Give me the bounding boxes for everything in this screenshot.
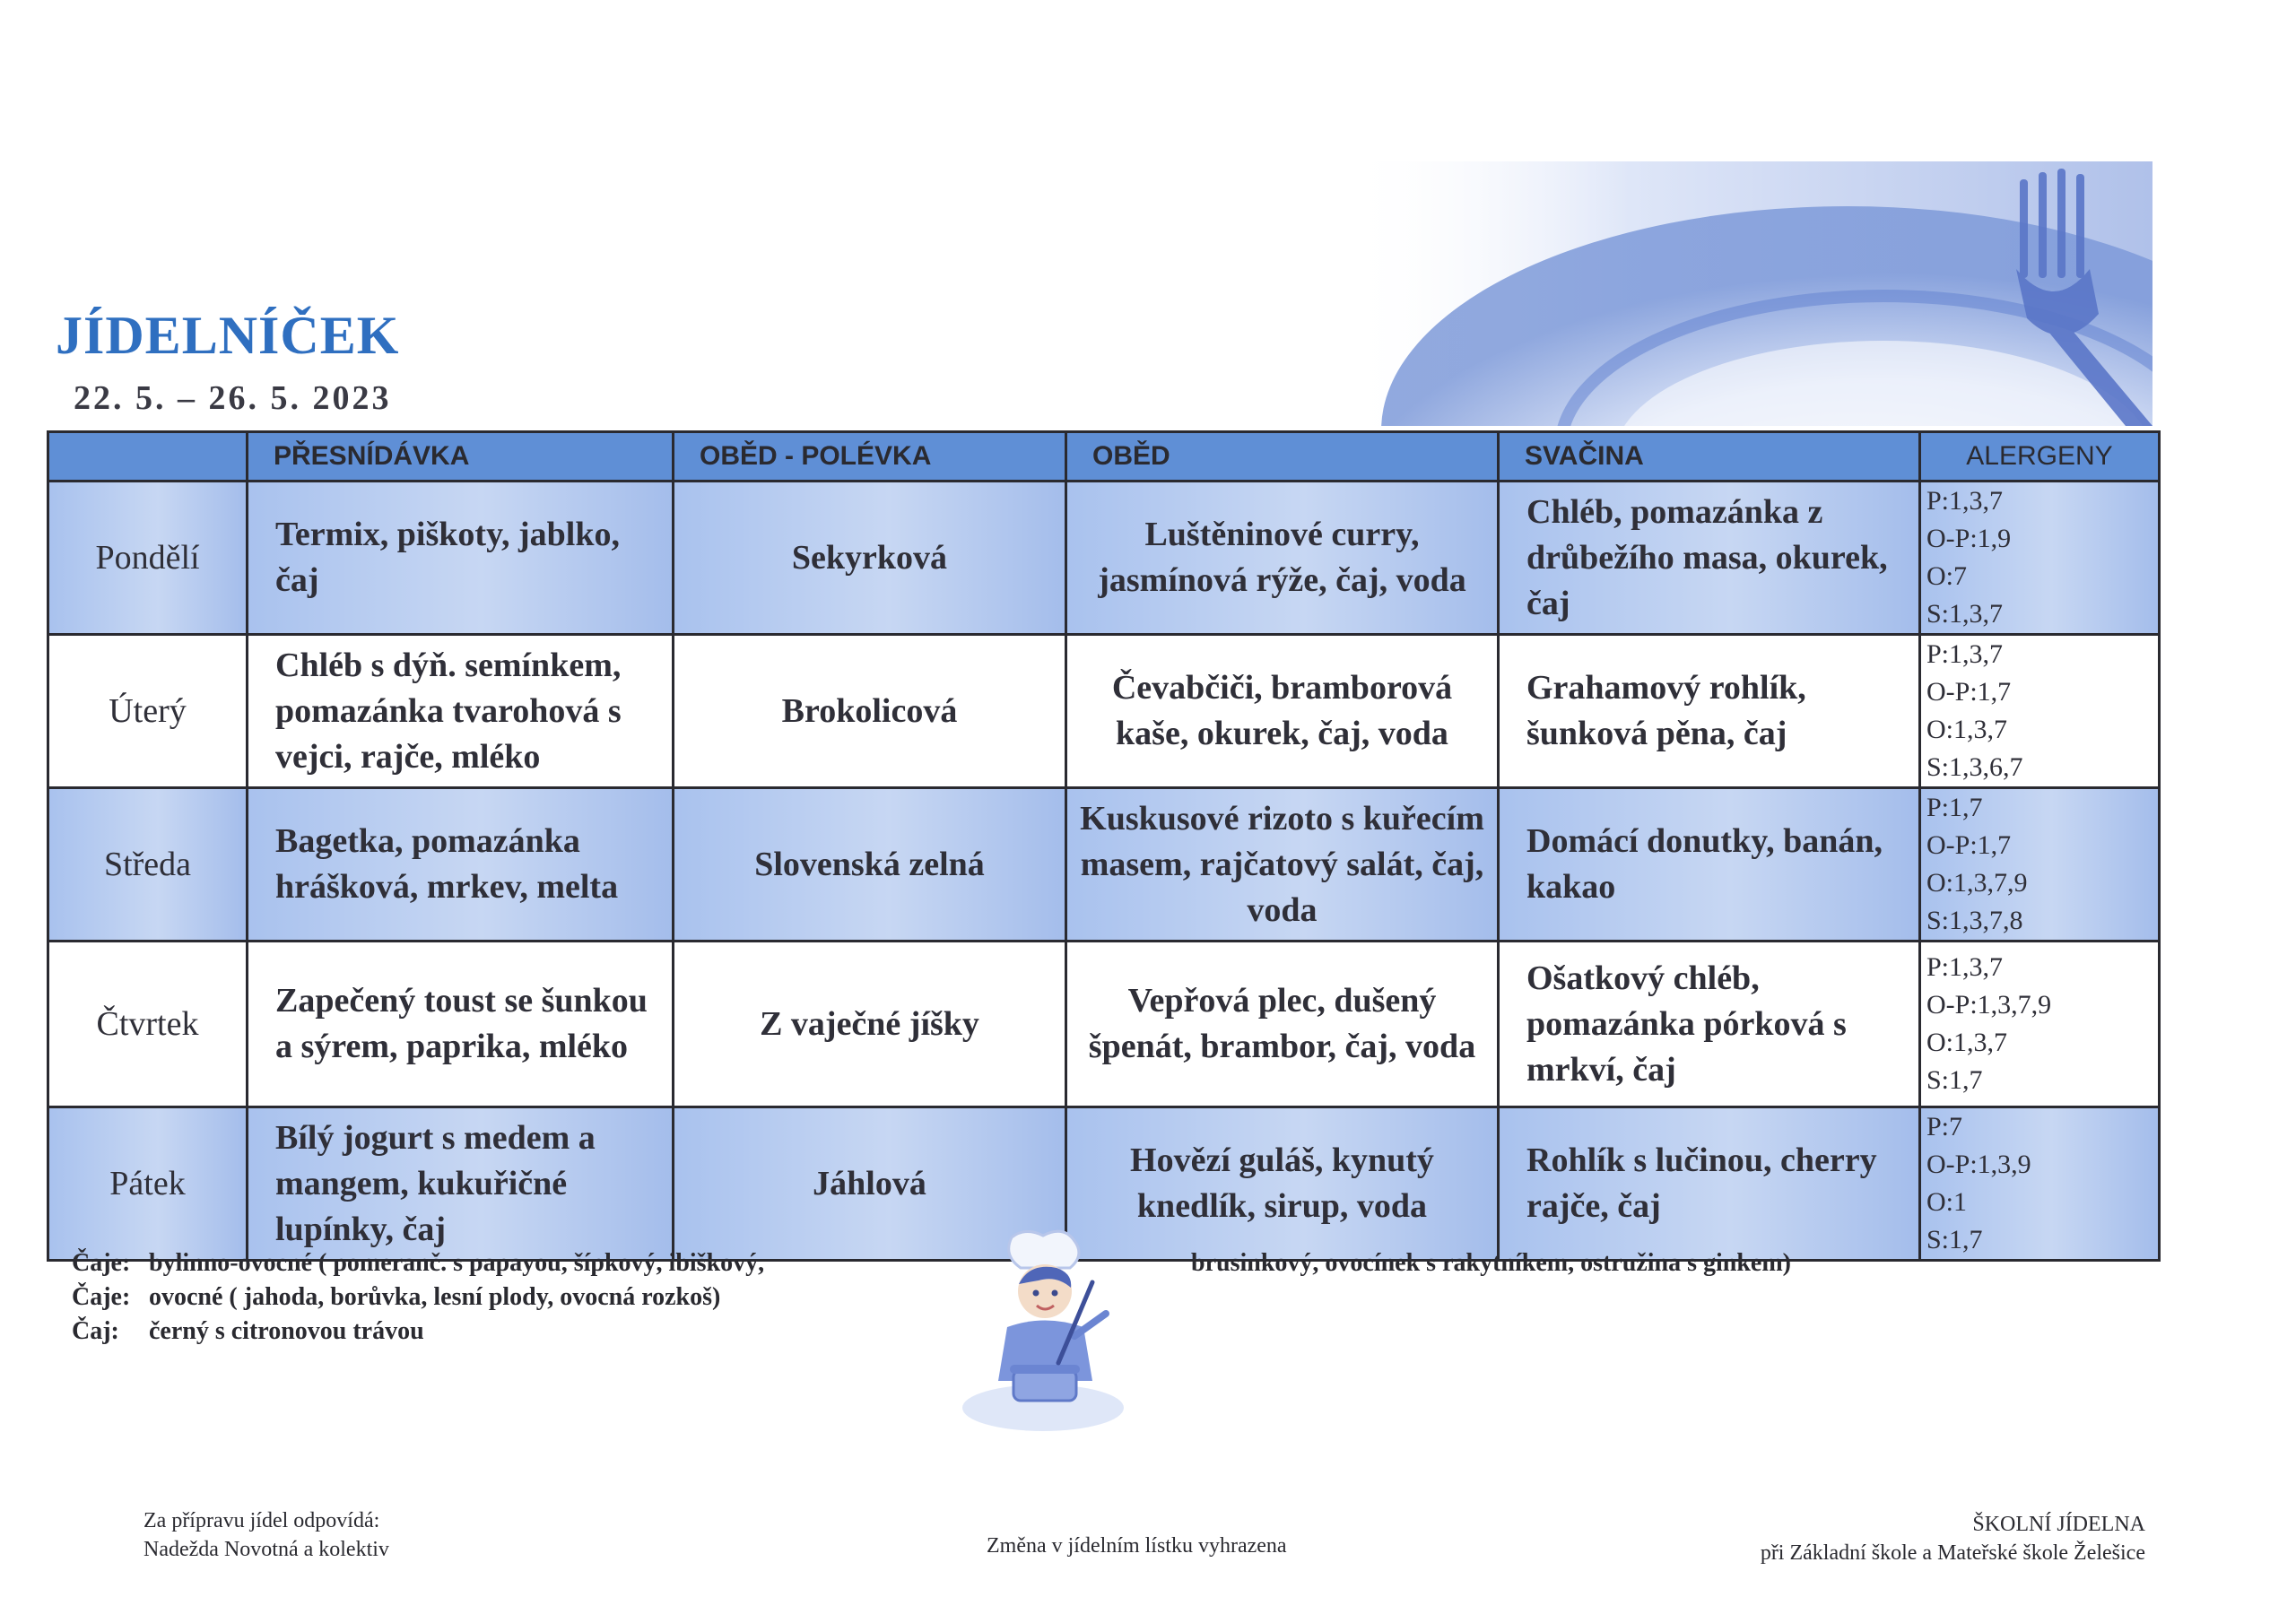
plate-fork-image [1345,161,2152,426]
allergen-line: S:1,3,7 [1926,599,2004,629]
lunch-cell: Luštěninové curry, jasmínová rýže, čaj, voda [1066,482,1499,635]
snack-cell: Zapečený toust se šunkou a sýrem, paprika, mléko [248,942,674,1107]
table-header-row [48,432,2160,482]
allergen-line: O-P:1,3,7,9 [1926,990,2052,1020]
day-cell: Pátek [48,1107,248,1261]
allergen-line: P:1,7 [1926,793,1983,822]
allergen-line: O-P:1,7 [1926,830,2012,860]
tea-label: Čaje: [72,1283,131,1311]
header-snack: PŘESNÍDÁVKA [248,432,674,482]
day-cell: Úterý [48,635,248,788]
page-title: JÍDELNÍČEK [56,306,400,365]
chef-boy-image [958,1228,1128,1435]
soup-cell: Brokolicová [674,635,1066,788]
afternoon-cell: Rohlík s lučinou, cherry rajče, čaj [1499,1107,1920,1261]
footer-change-notice: Změna v jídelním lístku vyhrazena [987,1534,1287,1558]
table-row [48,942,2160,1107]
footer-line: Za přípravu jídel odpovídá: [144,1509,380,1532]
soup-cell: Slovenská zelná [674,788,1066,942]
soup-cell: Jáhlová [674,1107,1066,1261]
afternoon-cell: Grahamový rohlík, šunková pěna, čaj [1499,635,1920,788]
allergens-cell [1920,1107,2160,1261]
day-cell: Pondělí [48,482,248,635]
allergen-line: O:1,3,7,9 [1926,868,2028,898]
afternoon-cell: Domácí donutky, banán, kakao [1499,788,1920,942]
allergen-line: P:1,3,7 [1926,952,2004,982]
day-cell: Čtvrtek [48,942,248,1107]
tea-label: Čaj: [72,1317,119,1345]
allergen-line: O:1 [1926,1187,1967,1217]
snack-cell: Bílý jogurt s medem a mangem, kukuřičné lupínky, čaj [248,1107,674,1261]
allergen-line: S:1,3,6,7 [1926,752,2023,782]
lunch-cell: Hovězí guláš, kynutý knedlík, sirup, voda [1066,1107,1499,1261]
allergen-line: P:1,3,7 [1926,486,2004,516]
allergen-line: P:7 [1926,1112,1963,1141]
header-lunch: OBĚD [1066,432,1499,482]
table-row [48,482,2160,635]
table-row [48,635,2160,788]
tea-notes [72,1246,764,1349]
snack-cell: Chléb s dýň. semínkem, pomazánka tvarohová s vejci, rajče, mléko [248,635,674,788]
lunch-cell: Čevabčiči, bramborová kaše, okurek, čaj, voda [1066,635,1499,788]
lunch-cell: Vepřová plec, dušený špenát, brambor, čaj, voda [1066,942,1499,1107]
allergen-line: O:7 [1926,561,1967,591]
snack-cell: Termix, piškoty, jablko, čaj [248,482,674,635]
tea-label: Čaje: [72,1249,131,1277]
tea-notes-continuation: brusinkový, ovocínek s rakytníkem, ostružina s ginkem) [1191,1249,1791,1277]
date-range: 22. 5. – 26. 5. 2023 [74,379,392,417]
soup-cell: Sekyrková [674,482,1066,635]
tea-text: ovocné ( jahoda, borůvka, lesní plody, ovocná rozkoš) [149,1283,721,1311]
footer-responsible [144,1506,389,1564]
allergen-line: S:1,3,7,8 [1926,906,2023,935]
header-afternoon: SVAČINA [1499,432,1920,482]
table-row [48,788,2160,942]
allergen-line: O-P:1,7 [1926,677,2012,707]
header-day [48,432,248,482]
allergens-cell [1920,788,2160,942]
allergen-line: S:1,7 [1926,1065,1983,1095]
allergen-line: O:1,3,7 [1926,1028,2007,1057]
footer-line: při Základní škole a Mateřské škole Želešice [1760,1541,2145,1565]
allergens-cell [1920,942,2160,1107]
footer-line: ŠKOLNÍ JÍDELNA [1972,1513,2145,1536]
snack-cell: Bagetka, pomazánka hrášková, mrkev, melta [248,788,674,942]
soup-cell: Z vaječné jíšky [674,942,1066,1107]
header-soup: OBĚD - POLÉVKA [674,432,1066,482]
afternoon-cell: Ošatkový chléb, pomazánka pórková s mrkví, čaj [1499,942,1920,1107]
allergen-line: S:1,7 [1926,1225,1983,1254]
afternoon-cell: Chléb, pomazánka z drůbežího masa, okurek, čaj [1499,482,1920,635]
allergen-line: O-P:1,9 [1926,524,2012,553]
allergen-line: P:1,3,7 [1926,639,2004,669]
allergen-line: O:1,3,7 [1926,715,2007,744]
allergens-cell [1920,635,2160,788]
menu-table [47,430,2161,1262]
tea-text: bylinno-ovocné ( pomeranč. s papayou, šípkový, ibiškový, [149,1249,765,1277]
allergen-line: O-P:1,3,9 [1926,1150,2031,1179]
lunch-cell: Kuskusové rizoto s kuřecím masem, rajčatový salát, čaj, voda [1066,788,1499,942]
footer-line: Nadežda Novotná a kolektiv [144,1538,389,1561]
header-allergens: ALERGENY [1920,432,2160,482]
footer-school [1761,1510,2145,1567]
allergens-cell [1920,482,2160,635]
day-cell: Středa [48,788,248,942]
tea-text: černý s citronovou trávou [149,1317,424,1345]
